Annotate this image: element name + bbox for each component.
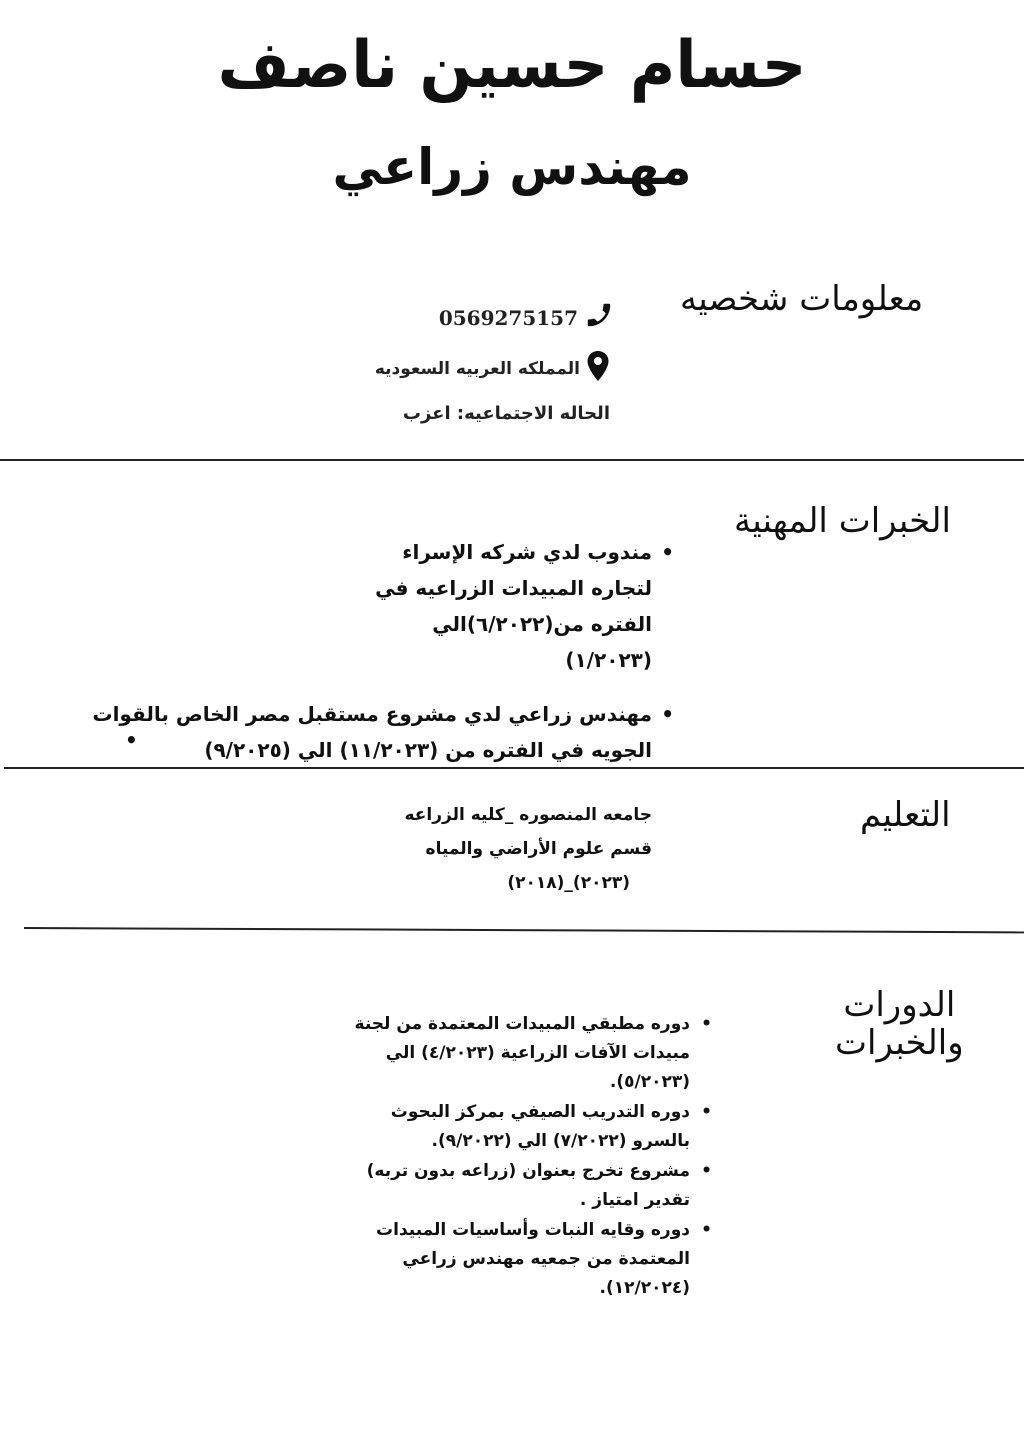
- phone-icon: [584, 300, 614, 335]
- marital-status: الحاله الاجتماعيه: اعزب: [402, 403, 610, 424]
- divider-3: [24, 927, 1024, 933]
- experience-item: • مهندس زراعي لدي مشروع مستقبل مصر الخاص بالقوات الجويه في الفتره من (١١/٢٠٢٣) الي (٩/٢٠٢٥): [92, 696, 652, 768]
- university: جامعه المنصوره _كليه الزراعه: [404, 805, 652, 825]
- location-text: المملكه العربيه السعوديه: [374, 358, 580, 379]
- education-block: [292, 798, 652, 900]
- course-item: • مشروع تخرج بعنوان (زراعه بدون تربه) تقدير امتياز .: [310, 1157, 690, 1215]
- job-title: مهندس زراعي: [332, 138, 692, 196]
- stray-bullet: •: [125, 728, 138, 752]
- department: قسم علوم الأراضي والمياه: [425, 839, 652, 859]
- section-title-personal: معلومات شخصيه: [680, 279, 924, 319]
- divider-1: [0, 459, 1024, 461]
- section-title-education: التعليم: [860, 795, 951, 835]
- divider-2: [4, 767, 1024, 769]
- study-years: (٢٠٢٣)_(٢٠١٨): [507, 873, 630, 893]
- location-pin-icon: [586, 350, 610, 387]
- course-item: • دوره مطبقي المبيدات المعتمدة من لجنة مبيدات الآفات الزراعية (٤/٢٠٢٣) الي (٥/٢٠٢٣).: [310, 1010, 690, 1097]
- courses-list: [310, 1010, 712, 1303]
- course-item: • دوره التدريب الصيفي بمركز البحوث بالسرو (٧/٢٠٢٢) الي (٩/٢٠٢٢).: [310, 1098, 690, 1156]
- candidate-name: حسام حسين ناصف: [217, 26, 807, 103]
- section-title-experience: الخبرات المهنية: [734, 501, 951, 541]
- phone-number: 0569275157: [438, 305, 578, 330]
- phone-row: [439, 300, 614, 335]
- experience-list: [92, 534, 674, 768]
- location-row: [375, 350, 610, 387]
- course-item: • دوره وقايه النبات وأساسيات المبيدات المعتمدة من جمعيه مهندس زراعي (١٢/٢٠٢٤).: [310, 1216, 690, 1303]
- experience-item: • مندوب لدي شركه الإسراء لتجاره المبيدات الزراعيه في الفتره من(٦/٢٠٢٢)الي (١/٢٠٢٣): [352, 534, 652, 678]
- section-title-courses: الدورات والخبرات: [835, 985, 964, 1063]
